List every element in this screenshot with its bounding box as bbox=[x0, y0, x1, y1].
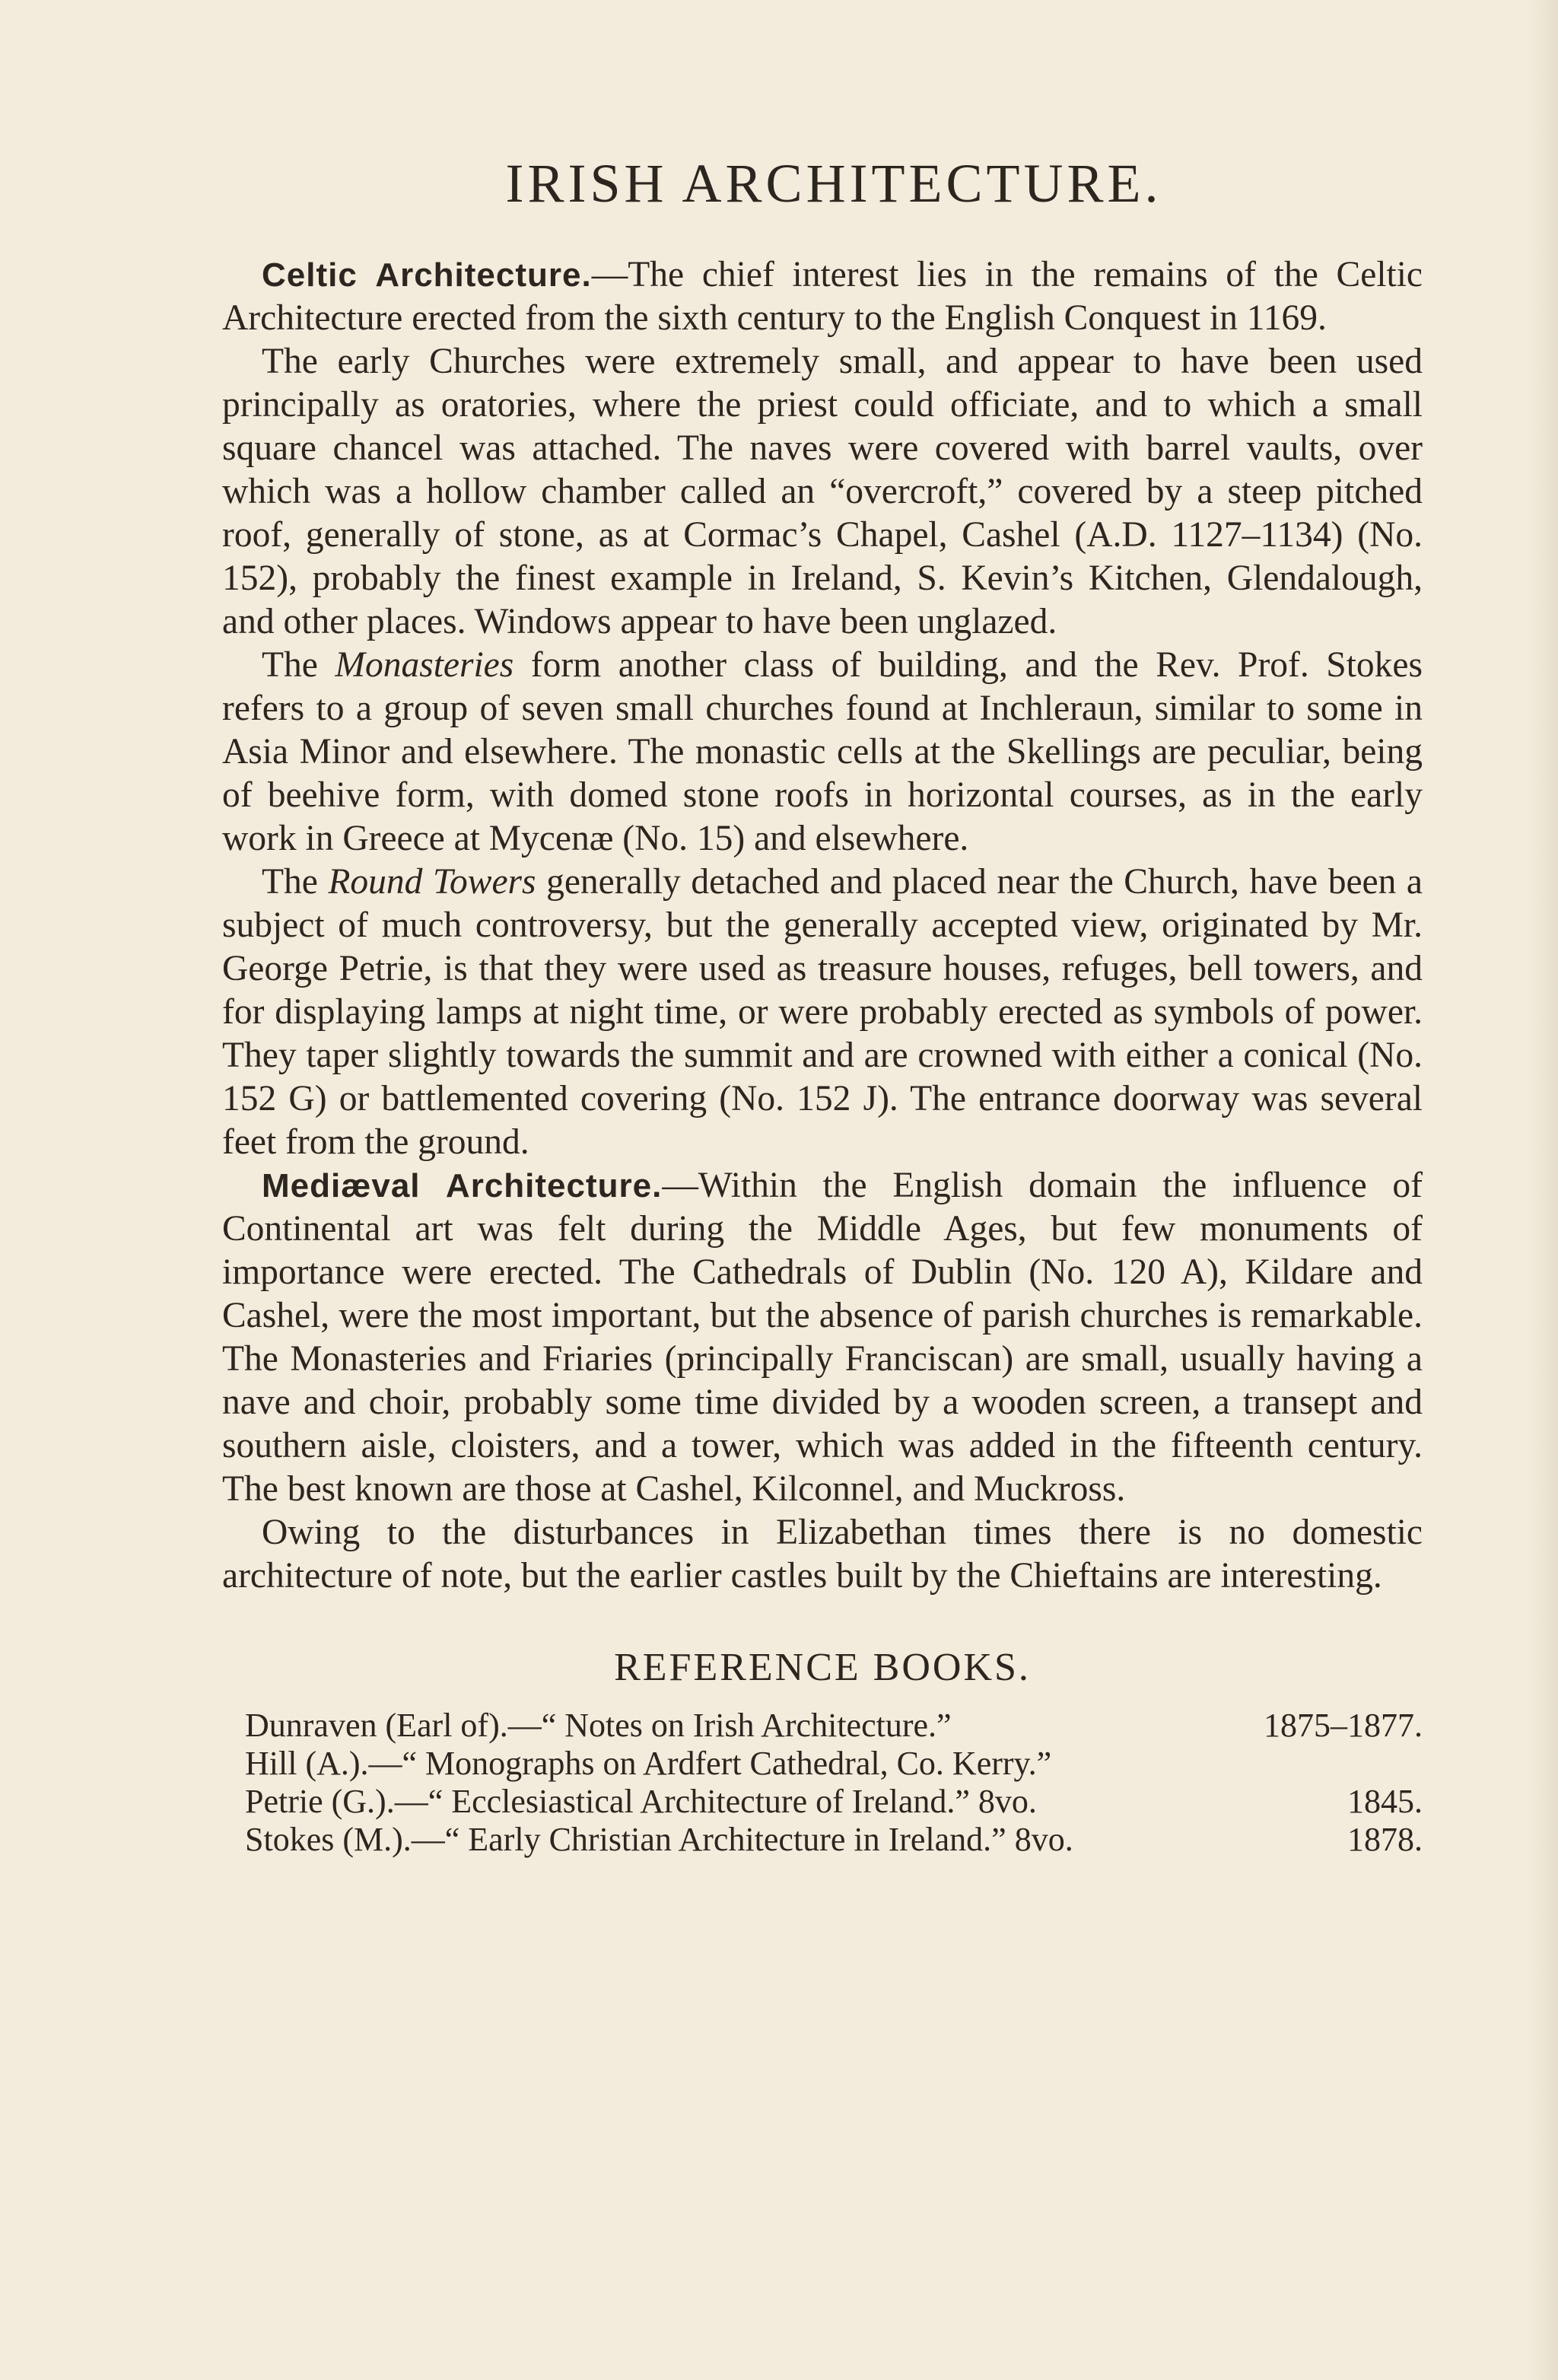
reference-text: Dunraven (Earl of).—“ Notes on Irish Architecture.” bbox=[245, 1707, 952, 1744]
reference-item bbox=[222, 1821, 1423, 1859]
section-heading-celtic: Celtic Architecture. bbox=[262, 256, 592, 294]
reference-text: Hill (A.).—“ Monographs on Ardfert Cathedral, Co. Kerry.” bbox=[245, 1745, 1052, 1782]
paragraph-monasteries-text: form another class of building, and the Rev. Prof. Stokes refers to a group of seven small churches found at Inchleraun, similar to some in Asia Minor and elsewhere. The monastic cells at the Skellings are peculiar, being of beehive form, with domed stone roofs in horizontal courses, as in the early work in Greece at Mycenæ (No. 15) and elsewhere. bbox=[222, 645, 1423, 858]
paragraph-towers-prefix: The bbox=[262, 862, 329, 902]
page-edge-shadow bbox=[1528, 0, 1558, 2380]
reference-year: 1845. bbox=[1347, 1783, 1423, 1820]
reference-item bbox=[222, 1707, 1423, 1745]
reference-year: 1875–1877. bbox=[1264, 1707, 1423, 1744]
page-title: IRISH ARCHITECTURE. bbox=[505, 153, 1162, 214]
section-heading-mediaeval: Mediæval Architecture. bbox=[262, 1167, 663, 1204]
reference-item bbox=[222, 1783, 1423, 1821]
paragraph-round-towers bbox=[222, 861, 1423, 1164]
paragraph-monasteries-prefix: The bbox=[262, 645, 335, 685]
paragraph-towers-text: generally detached and placed near the Church, have been a subject of much controversy, but the generally accepted view, originated by Mr. George Petrie, is that they were used as treasure houses, refuges, bell towers, and for displaying lamps at night time, or were probably erected as symbols of power. They taper slightly towards the summit and are crowned with either a conical (No. 152 G) or battlemented covering (No. 152 J). The entrance doorway was several feet from the ground. bbox=[222, 862, 1423, 1162]
page-content bbox=[222, 152, 1423, 1859]
paragraph-mediaeval-text: —Within the English domain the influence of Continental art was felt during the Middle Ages, but few monuments of importance were erected. The Cathedrals of Dublin (No. 120 A), Kildare and Cashel, were the most important, but the absence of parish churches is remarkable. The Monasteries and Friaries (principally Franciscan) are small, usually having a nave and choir, probably some time divided by a wooden screen, a transept and southern aisle, cloisters, and a tower, which was added in the fifteenth century. The best known are those at Cashel, Kilconnel, and Muckross. bbox=[222, 1166, 1423, 1509]
reference-text: Stokes (M.).—“ Early Christian Architecture in Ireland.” 8vo. bbox=[245, 1821, 1073, 1858]
reference-year: 1878. bbox=[1347, 1821, 1423, 1858]
paragraph-celtic bbox=[222, 253, 1423, 340]
reference-item bbox=[222, 1745, 1423, 1783]
term-monasteries: Monasteries bbox=[335, 645, 514, 685]
paragraph-celtic-text: —The chief interest lies in the remains of the Celtic Architecture erected from the sixth century to the English Conquest in 1169. bbox=[222, 255, 1423, 338]
reference-list bbox=[222, 1707, 1423, 1859]
paragraph-churches: The early Churches were extremely small, and appear to have been used principally as oratories, where the priest could officiate, and to which a small square chancel was attached. The naves were covered with barrel vaults, over which was a hollow chamber called an “overcroft,” covered by a steep pitched roof, generally of stone, as at Cormac’s Chapel, Cashel (A.D. 1127–1134) (No. 152), probably the finest example in Ireland, S. Kevin’s Kitchen, Glendalough, and other places. Windows appear to have been unglazed. bbox=[222, 342, 1423, 641]
paragraph-domestic: Owing to the disturbances in Elizabethan times there is no domestic architecture of note, but the earlier castles built by the Chieftains are interesting. bbox=[222, 1513, 1423, 1596]
term-round-towers: Round Towers bbox=[328, 862, 536, 902]
reference-books-title: REFERENCE BOOKS. bbox=[614, 1646, 1031, 1689]
reference-text: Petrie (G.).—“ Ecclesiastical Architecture of Ireland.” 8vo. bbox=[245, 1783, 1037, 1820]
paragraph-mediaeval bbox=[222, 1164, 1423, 1511]
paragraph-monasteries bbox=[222, 644, 1423, 861]
